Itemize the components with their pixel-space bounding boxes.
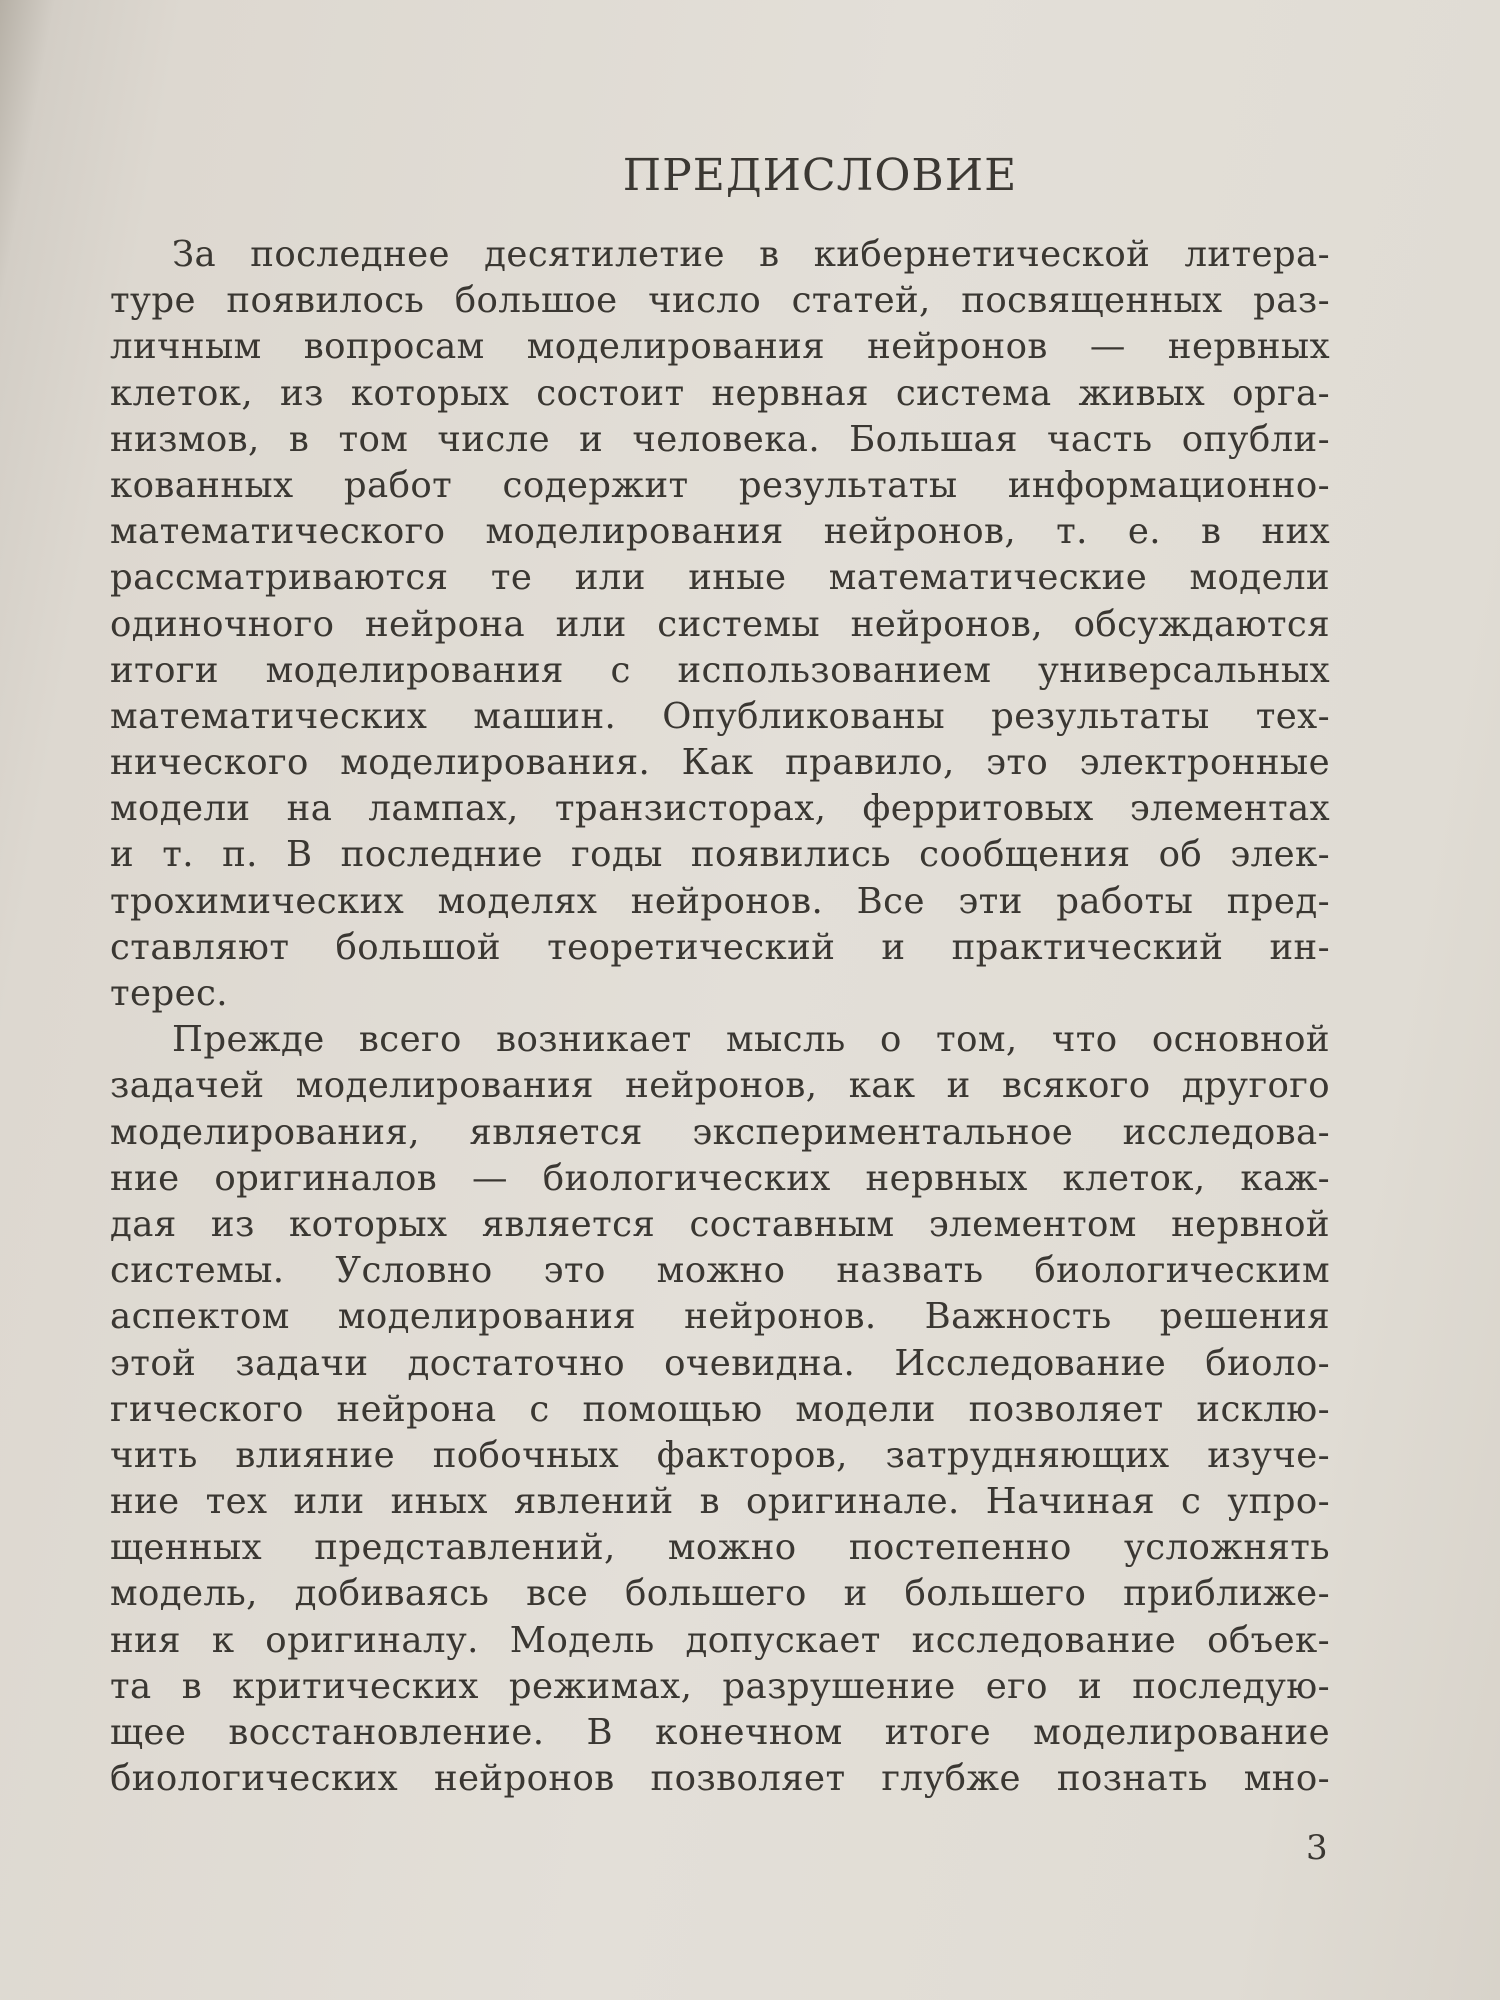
text-line: системы. Условно это можно назвать биологическим: [110, 1250, 1330, 1292]
text-line: щее восстановление. В конечном итоге моделирование: [110, 1712, 1330, 1753]
text-line: и т. п. В последние годы появились сообщения об элек-: [110, 834, 1330, 876]
text-line: гического нейрона с помощью модели позволяет исклю-: [110, 1388, 1330, 1430]
paragraph: [110, 1017, 1330, 1802]
text-line: трохимических моделях нейронов. Все эти работы пред-: [110, 880, 1330, 922]
text-line: биологических нейронов позволяет глубже познать мно-: [110, 1758, 1330, 1800]
text-line: терес.: [110, 973, 228, 1014]
text-line: туре появилось большое число статей, посвященных раз-: [110, 280, 1330, 322]
text-line: низмов, в том числе и человека. Большая часть опубли-: [110, 418, 1330, 460]
text-line: Прежде всего возникает мысль о том, что основной: [172, 1019, 1330, 1061]
text-line: итоги моделирования с использованием универсальных: [110, 649, 1330, 691]
text-line: этой задачи достаточно очевидна. Исследование биоло-: [110, 1342, 1330, 1384]
text-line: одиночного нейрона или системы нейронов, обсуждаются: [110, 603, 1330, 645]
text-line: аспектом моделирования нейронов. Важность решения: [110, 1296, 1330, 1338]
text-line: ставляют большой теоретический и практический ин-: [110, 926, 1330, 968]
text-line: задачей моделирования нейронов, как и всякого другого: [110, 1065, 1330, 1107]
paragraph: [110, 232, 1330, 1017]
text-line: моделирования, является экспериментальное исследова-: [110, 1111, 1330, 1153]
text-line: ние тех или иных явлений в оригинале. Начиная с упро-: [110, 1481, 1330, 1523]
text-line: та в критических режимах, разрушение его и последую-: [110, 1665, 1330, 1707]
text-line: щенных представлений, можно постепенно усложнять: [110, 1527, 1330, 1569]
text-line: рассматриваются те или иные математические модели: [110, 557, 1330, 599]
text-line: модели на лампах, транзисторах, ферритовых элементах: [110, 788, 1330, 830]
text-line: модель, добиваясь все большего и большего приближе-: [110, 1573, 1330, 1615]
text-line: ние оригиналов — биологических нервных клеток, каж-: [110, 1157, 1330, 1199]
text-line: нического моделирования. Как правило, это электронные: [110, 742, 1330, 784]
text-line: За последнее десятилетие в кибернетической литера-: [172, 234, 1330, 275]
text-line: личным вопросам моделирования нейронов — нервных: [110, 326, 1330, 368]
page-number: 3: [1306, 1828, 1328, 1868]
text-body: [110, 232, 1330, 1802]
text-line: математических машин. Опубликованы результаты тех-: [110, 695, 1330, 737]
text-line: кованных работ содержит результаты информационно-: [110, 464, 1330, 506]
text-line: дая из которых является составным элементом нервной: [110, 1203, 1330, 1245]
text-line: чить влияние побочных факторов, затрудняющих изуче-: [110, 1434, 1330, 1476]
text-line: ния к оригиналу. Модель допускает исследование объек-: [110, 1619, 1330, 1661]
text-line: математического моделирования нейронов, т. е. в них: [110, 511, 1330, 553]
text-line: клеток, из которых состоит нервная система живых орга-: [110, 372, 1330, 414]
page-title: ПРЕДИСЛОВИЕ: [622, 150, 1018, 201]
